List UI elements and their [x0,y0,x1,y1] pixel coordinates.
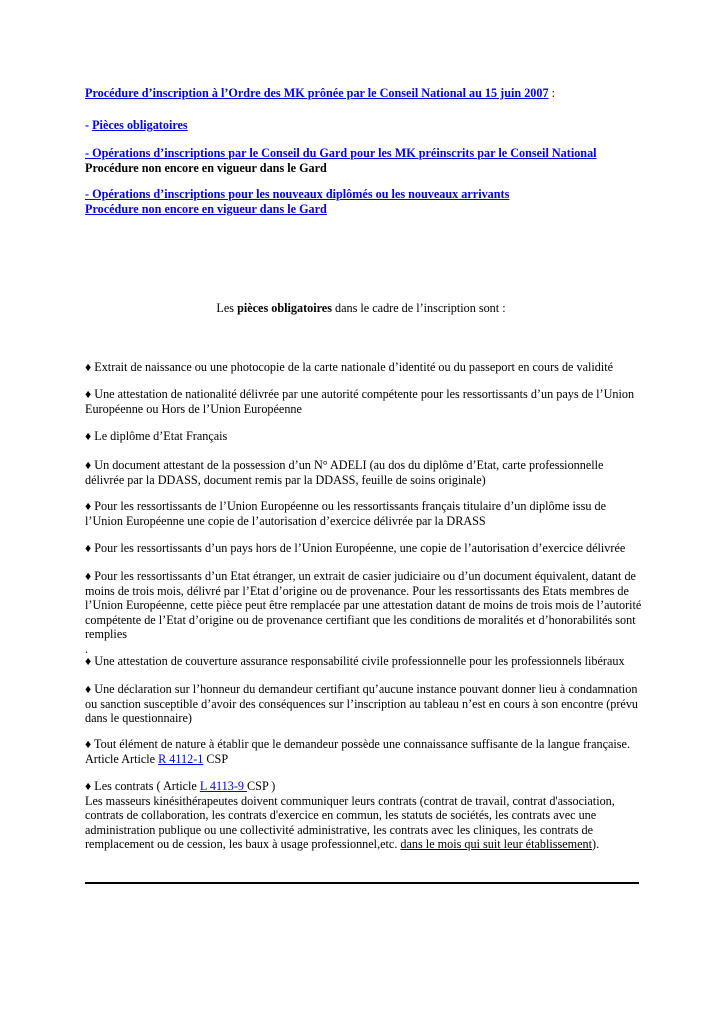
item-casier-text: ♦ Pour les ressortissants d’un Etat étranger, un extrait de casier judiciaire ou d’un document équivalent, datant de moins de trois mois, délivré par l’Etat d’origine ou de provenance. Pour les ressortissants des Etats membres de l’Union Européenne, cette pièce peut être remplacée par une attestation datant de moins de trois mois de l’autorité compétente de l’Etat d’origine ou de provenance certifiant que les conditions de moralités et d’honorabilités sont remplies [85,569,642,642]
intro-line [85,301,637,316]
item-assurance: ♦ Une attestation de couverture assurance responsabilité civile professionnelle pour les professionnels libéraux [85,654,625,668]
title-line [85,86,645,101]
item-ue-authorization: ♦ Pour les ressortissants de l’Union Européenne ou les ressortissants français titulaire d’un diplôme issu de l’Union Européenne une copie de l’autorisation d’exercice délivrée par la DRASS [85,499,607,528]
item-contrats-end: ). [592,837,600,852]
item-contrats-pre: ♦ Les contrats ( Article [85,779,200,793]
item-langue-article-post: CSP [203,751,229,766]
item-declaration: ♦ Une déclaration sur l’honneur du demandeur certifiant qu’aucune instance pouvant donner lieu à condamnation ou sanction susceptible d’avoir des conséquences sur l’inscription au tableau n’est en cours à son encontre (prévu dans le questionnaire) [85,682,639,726]
item-langue-text: ♦ Tout élément de nature à établir que le demandeur possède une connaissance suffisante de la langue française. [85,737,631,751]
ops-gard-link[interactable]: - Opérations d’inscriptions par le Conseil du Gard pour les MK préinscrits par le Conseil National [85,146,597,160]
item-contrats [85,779,645,852]
title-suffix: : [548,86,556,100]
ops-new-note-link[interactable]: Procédure non encore en vigueur dans le Gard [85,201,327,216]
ops-new-link[interactable]: - Opérations d’inscriptions pour les nouveaux diplômés ou les nouveaux arrivants [85,187,510,201]
procedure-title-link[interactable]: Procédure d’inscription à l’Ordre des MK prônée par le Conseil National au 15 juin 2007 [85,86,549,100]
item-diplome: ♦ Le diplôme d’Etat Français [85,429,228,443]
ops-gard-block [85,146,645,175]
pieces-dash: - [85,118,93,132]
item-contrats-body: Les masseurs kinésithérapeutes doivent communiquer leurs contrats (contrat de travail, contrat d'association, contrats de collaboration, les contrats d'exercice en commun, les statuts de sociétés, les contrats avec une administration publique ou une collectivité administrative, les contrats avec les cliniques, les contrats de remplacement ou de cession, les baux à usage professionnel,etc. [85,793,615,852]
pieces-obligatoires-link[interactable]: Pièces obligatoires [92,118,188,132]
item-non-ue-authorization: ♦ Pour les ressortissants d’un pays hors de l’Union Européenne, une copie de l’autorisation d’exercice délivrée [85,541,626,555]
ops-new-block [85,187,645,216]
item-nationality: ♦ Une attestation de nationalité délivrée par une autorité compétente pour les ressortissants d’un pays de l’Union Européenne ou Hors de l’Union Européenne [85,387,635,416]
item-adeli: ♦ Un document attestant de la possession d’un N° ADELI (au dos du diplôme d’Etat, carte professionnelle délivrée par la DDASS, document remis par la DDASS, feuille de soins originale) [85,458,604,487]
item-contrats-deadline: dans le mois qui suit leur établissement [400,837,593,852]
item-birth-certificate: ♦ Extrait de naissance ou une photocopie de la carte nationale d’identité ou du passeport en cours de validité [85,360,614,374]
article-r4112-1-link[interactable]: R 4112-1 [158,751,204,766]
item-contrats-post: CSP ) [247,779,276,793]
pieces-line [85,118,645,133]
intro-bold: pièces obligatoires [237,301,332,315]
item-langue-article-pre: Article Article [85,751,159,766]
horizontal-rule [85,882,639,884]
item-casier-dot: . [85,641,89,656]
item-langue [85,737,645,766]
ops-gard-note: Procédure non encore en vigueur dans le Gard [85,160,327,175]
item-casier-judiciaire [85,569,645,657]
article-l4113-9-link[interactable]: L 4113-9 [199,779,248,793]
intro-pre: Les [216,301,238,315]
intro-post: dans le cadre de l’inscription sont : [331,301,506,315]
